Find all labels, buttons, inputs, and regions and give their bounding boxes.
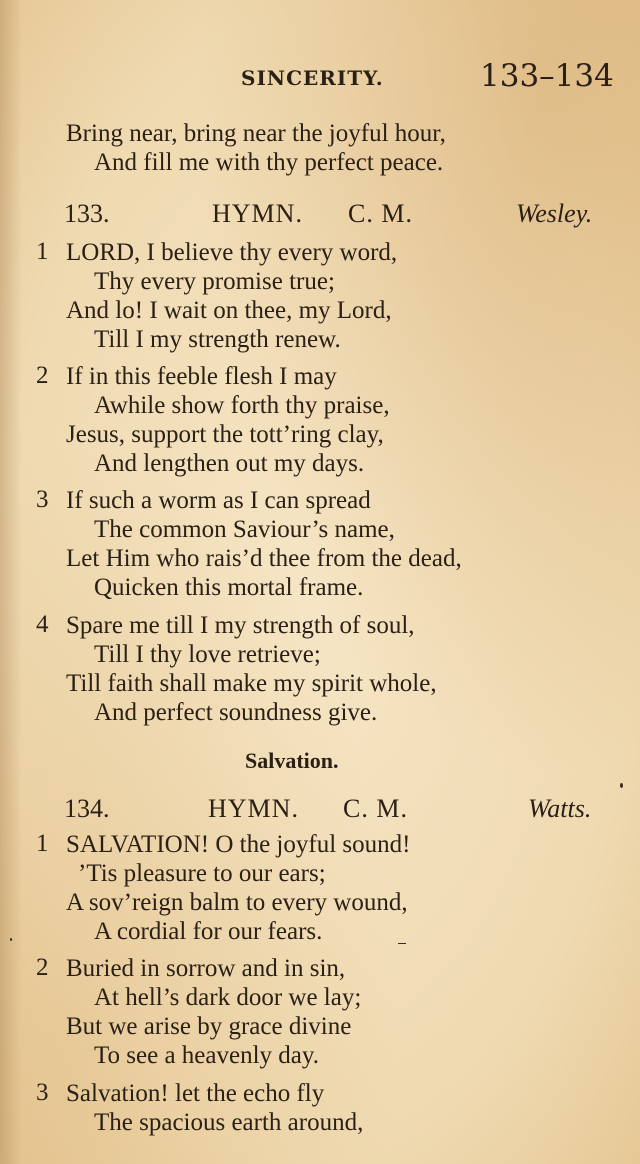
verse-line: Till I my strength renew. [94,326,341,353]
verse-line: But we arise by grace divine [66,1013,352,1040]
opening-line-1: Bring near, bring near the joyful hour, [66,120,446,147]
verse-line: ’Tis pleasure to our ears; [78,860,326,887]
verse-line: At hell’s dark door we lay; [94,984,362,1011]
paper-speck [10,938,12,941]
hymn-134-heading [0,792,640,828]
verse-line: And lo! I wait on thee, my Lord, [66,297,392,324]
hymn-133-heading [0,197,640,233]
verse-line: To see a heavenly day. [94,1042,319,1069]
opening-line-2: And fill me with thy perfect peace. [94,149,444,176]
hymn-number: 133. [64,199,110,228]
verse-line: Spare me till I my strength of soul, [66,612,415,639]
page-range: 133–134 [480,58,614,94]
hymn-author: Watts. [528,794,592,823]
paper-speck [620,783,623,788]
running-head: SINCERITY. [241,66,384,90]
verse-line: Salvation! let the echo fly [66,1080,325,1107]
verse-line: Till faith shall make my spirit whole, [66,670,437,697]
verse-line: A sov’reign balm to every wound, [66,889,408,916]
verse-line: And lengthen out my days. [94,450,365,477]
verse-line: The common Saviour’s name, [94,516,395,543]
verse-line: A cordial for our fears. [94,918,323,945]
verse-line: The spacious earth around, [94,1109,364,1136]
verse-line: LORD, I believe thy every word, [66,239,398,266]
page-header [0,56,640,100]
stanza-number: 2 [36,954,49,981]
stanza-number: 3 [36,1079,49,1106]
hymn-number: 134. [64,794,110,823]
verse-line: Buried in sorrow and in sin, [66,955,346,982]
verse-line: Awhile show forth thy praise, [94,392,390,419]
hymn-label: HYMN. [212,199,303,228]
hymn-label: HYMN. [208,794,299,823]
stanza-number: 3 [36,486,49,513]
verse-line: If in this feeble flesh I may [66,363,337,390]
verse-line: SALVATION! O the joyful sound! [66,831,411,858]
paper-speck [398,943,406,944]
verse-line: Thy every promise true; [94,268,335,295]
stanza-number: 1 [36,238,49,265]
section-title: Salvation. [245,748,339,773]
stanza-number: 1 [36,830,49,857]
verse-line: Till I thy love retrieve; [94,641,321,668]
hymn-meter: C. M. [343,794,408,823]
verse-line: Let Him who rais’d thee from the dead, [66,545,462,572]
hymn-author: Wesley. [516,199,593,228]
stanza-number: 2 [36,362,49,389]
verse-line: If such a worm as I can spread [66,487,371,514]
hymn-meter: C. M. [348,199,413,228]
page-edge-shadow [0,0,22,1164]
stanza-number: 4 [36,611,49,638]
verse-line: And perfect soundness give. [94,699,378,726]
verse-line: Quicken this mortal frame. [94,574,364,601]
verse-line: Jesus, support the tott’ring clay, [66,421,384,448]
